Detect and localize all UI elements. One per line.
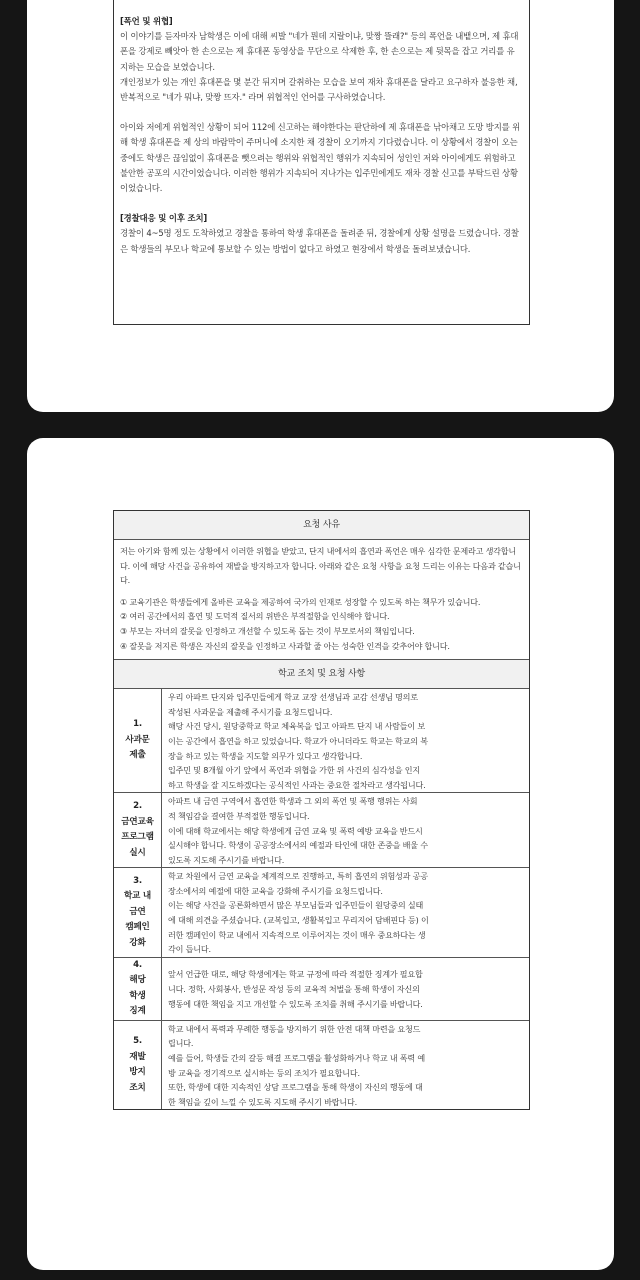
action-description-line: 적 책임감을 결여한 부적절한 행동입니다. bbox=[168, 810, 310, 821]
action-description bbox=[162, 868, 530, 958]
action-label-line: 4. bbox=[133, 959, 142, 970]
action-label-line: 사과문 bbox=[125, 734, 150, 745]
action-label-line: 금연 bbox=[129, 906, 146, 917]
action-label-line: 학교 내 bbox=[123, 891, 152, 902]
action-description-line: 립니다. bbox=[168, 1038, 194, 1049]
action-label-line: 재발 bbox=[129, 1051, 146, 1062]
action-description-line: 실시해야 합니다. 학생이 공공장소에서의 예절과 타인에 대한 존중을 배울 수 bbox=[168, 840, 428, 851]
action-description-line: 앞서 언급한 대로, 해당 학생에게는 학교 규정에 따라 적절한 징계가 필요합 bbox=[168, 969, 423, 980]
reason-paragraph: 저는 아기와 함께 있는 상황에서 이러한 위협을 받았고, 단지 내에서의 흡연과 폭언은 매우 심각한 문제라고 생각합니다. 이에 해당 사건을 공유하여 재발을 방지하고자 합니다. 아래와 같은 요청 사항을 요청 드리는 이유는 다음과 같습니다. bbox=[120, 546, 521, 586]
action-description-line: 우리 아파트 단지와 입주민들에게 학교 교장 선생님과 교감 선생님 명의로 bbox=[168, 692, 418, 703]
action-description-line: 학교 내에서 폭력과 무례한 행동을 방지하기 위한 안전 대책 마련을 요청드 bbox=[168, 1023, 421, 1034]
action-description-line: 이에 대해 학교에서는 해당 학생에게 금연 교육 및 폭력 예방 교육을 반드시 bbox=[168, 825, 423, 836]
action-label-line: 조치 bbox=[129, 1082, 146, 1093]
action-description bbox=[162, 1020, 530, 1109]
paragraph: 개인정보가 있는 개인 휴대폰을 몇 분간 뒤지며 갈취하는 모습을 보여 재차 휴대폰을 달라고 요구하자 불응한 채, 반복적으로 "네가 뭐냐, 맞짱 뜨자." 라며 위협적인 언어를 구사하였습니다. bbox=[120, 76, 518, 103]
action-label-line: 캠페인 bbox=[125, 922, 150, 933]
reason-title-bar: 요청 사유 bbox=[114, 511, 529, 540]
action-description bbox=[162, 689, 530, 793]
action-row bbox=[114, 793, 529, 868]
reason-item: ④ 잘못을 저지른 학생은 자신의 잘못을 인정하고 사과할 줄 아는 성숙한 인격을 갖추어야 합니다. bbox=[120, 640, 450, 651]
action-label-line: 1. bbox=[133, 719, 142, 730]
action-row bbox=[114, 689, 529, 793]
action-description-line: 입주민 및 8개월 아기 앞에서 폭언과 위협을 가한 위 사건의 심각성을 인지 bbox=[168, 765, 420, 776]
action-label-line: 3. bbox=[133, 875, 142, 886]
action-description-line: 또한, 학생에 대한 지속적인 상담 프로그램을 통해 학생이 자신의 행동에 대 bbox=[168, 1082, 423, 1093]
action-label bbox=[114, 793, 162, 868]
document-card-1 bbox=[27, 0, 614, 412]
action-row bbox=[114, 957, 529, 1020]
reason-list bbox=[120, 595, 523, 653]
action-label-line: 강화 bbox=[129, 937, 146, 948]
action-description-line: 아파트 내 금연 구역에서 흡연한 학생과 그 외의 폭언 및 폭행 행위는 사회 bbox=[168, 796, 418, 807]
action-description-line: 예를 들어, 학생들 간의 갈등 해결 프로그램을 활성화하거나 학교 내 폭력 예 bbox=[168, 1053, 426, 1064]
action-description-line: 학교 차원에서 금연 교육을 체계적으로 진행하고, 특히 흡연의 위험성과 공공 bbox=[168, 871, 428, 882]
action-description-line: 각이 듭니다. bbox=[168, 944, 211, 955]
action-label-line: 제출 bbox=[129, 750, 146, 761]
action-label-line: 해당 bbox=[129, 975, 146, 986]
reason-item: ① 교육기관은 학생들에게 올바른 교육을 제공하여 국가의 인재로 성장할 수 있도록 하는 책무가 있습니다. bbox=[120, 596, 481, 607]
actions-table bbox=[114, 689, 529, 1109]
paragraph: 경찰이 4~5명 정도 도착하였고 경찰을 통하여 학생 휴대폰을 돌려준 뒤, 경찰에게 상황 설명을 드렸습니다. 경찰은 학생들의 부모나 학교에 통보할 수 있는 방법이 없다고 하였고 현장에서 학생을 돌려보냈습니다. bbox=[120, 228, 519, 254]
action-description bbox=[162, 793, 530, 868]
action-description-line: 있도록 지도해 주시기를 바랍니다. bbox=[168, 854, 285, 865]
paragraph: 이 이야기를 듣자마자 남학생은 이에 대해 씨발 "네가 뭔데 지랄이냐, 맞짱 뜰래?" 등의 폭언을 내뱉으며, 제 휴대폰을 강제로 빼앗아 한 손으로는 제 휴대폰 동영상을 무단으로 삭제한 후, 한 손으로는 제 뒷목을 잡고 거리를 유지하는 모습을 보였습니다. bbox=[120, 31, 519, 72]
action-label bbox=[114, 1020, 162, 1109]
action-label-line: 5. bbox=[133, 1036, 142, 1047]
request-document bbox=[113, 510, 530, 1110]
action-description-line: 방 교육을 정기적으로 실시하는 등의 조치가 필요합니다. bbox=[168, 1067, 360, 1078]
reason-item: ② 여러 공간에서의 흡연 및 도덕적 질서의 위반은 부적절함을 인식해야 합니다. bbox=[120, 611, 390, 622]
action-description-line: 해당 사건 당시, 원당중학교 학교 체육복을 입고 아파트 단지 내 사람들이 보 bbox=[168, 721, 426, 732]
action-row bbox=[114, 868, 529, 958]
action-description-line: 러한 캠페인이 학교 내에서 지속적으로 이루어지는 것이 매우 중요하다는 생 bbox=[168, 929, 426, 940]
action-label bbox=[114, 957, 162, 1020]
action-label-line: 2. bbox=[133, 801, 142, 812]
action-label bbox=[114, 689, 162, 793]
action-description-line: 장소에서의 예절에 대한 교육을 강화해 주시기를 요청드립니다. bbox=[168, 885, 383, 896]
action-description-line: 장을 하고 있는 학생을 지도할 의무가 있다고 생각합니다. bbox=[168, 750, 363, 761]
action-description-line: 행동에 대한 책임을 지고 개선할 수 있도록 조치를 취해 주시기를 바랍니다. bbox=[168, 998, 423, 1009]
action-label-line: 학생 bbox=[129, 990, 146, 1001]
section-heading-threat: [폭언 및 위협] bbox=[120, 16, 173, 26]
action-label-line: 방지 bbox=[129, 1067, 146, 1078]
action-description-line: 작성된 사과문을 제출해 주시기를 요청드립니다. bbox=[168, 706, 333, 717]
reason-item: ③ 부모는 자녀의 잘못을 인정하고 개선할 수 있도록 돕는 것이 부모로서의 책임입니다. bbox=[120, 625, 415, 636]
reason-section bbox=[114, 540, 529, 660]
action-description-line: 이는 공간에서 흡연을 하고 있었습니다. 학교가 아니더라도 학교는 학교의 복 bbox=[168, 735, 428, 746]
action-description-line: 에 대해 의견을 주셨습니다. (교복입고, 생활복입고 무리지어 담배핀다 등) 이 bbox=[168, 915, 429, 926]
paragraph: 아이와 저에게 위협적인 상황이 되어 112에 신고하는 해야한다는 판단하에 제 휴대폰을 낚아채고 도망 방지를 위해 학생 휴대폰을 제 상의 바람막이 주머니에 소지한 채 경찰이 오기까지 기다렸습니다. 이 상황에서 경찰이 오는 중에도 학생은 끊임없이 휴대폰을 뺏으려는 행위와 위협적인 행위가 지속되어 성인인 저와 아이에게도 위험하고 불안한 공포의 시간이었습니다. 이러한 행위가 지속되어 지나가는 입주민에게도 재차 경찰 신고를 부탁드린 상황이었습니다. bbox=[120, 122, 521, 194]
action-label bbox=[114, 868, 162, 958]
action-description-line: 이는 해당 사건을 공론화하면서 많은 부모님들과 입주민들이 원당중의 실태 bbox=[168, 900, 424, 911]
action-description-line: 니다. 정학, 사회봉사, 반성문 작성 등의 교육적 처벌을 통해 학생이 자신의 bbox=[168, 984, 420, 995]
document-card-2 bbox=[27, 438, 614, 1270]
action-label-line: 징계 bbox=[129, 1006, 146, 1017]
action-label-line: 금연교육 bbox=[121, 816, 154, 827]
section-heading-police: [경찰대응 및 이후 조치] bbox=[120, 213, 208, 224]
action-label-line: 실시 bbox=[129, 847, 146, 858]
action-label-line: 프로그램 bbox=[121, 832, 154, 843]
action-description-line: 하고 학생을 잘 지도하겠다는 공식적인 사과는 중요한 절차라고 생각됩니다. bbox=[168, 779, 426, 790]
actions-title-bar: 학교 조치 및 요청 사항 bbox=[114, 660, 529, 689]
action-row bbox=[114, 1020, 529, 1109]
action-description bbox=[162, 957, 530, 1020]
action-description-line: 한 책임을 깊이 느낄 수 있도록 지도해 주시기 바랍니다. bbox=[168, 1096, 357, 1107]
incident-report-excerpt bbox=[113, 0, 530, 325]
